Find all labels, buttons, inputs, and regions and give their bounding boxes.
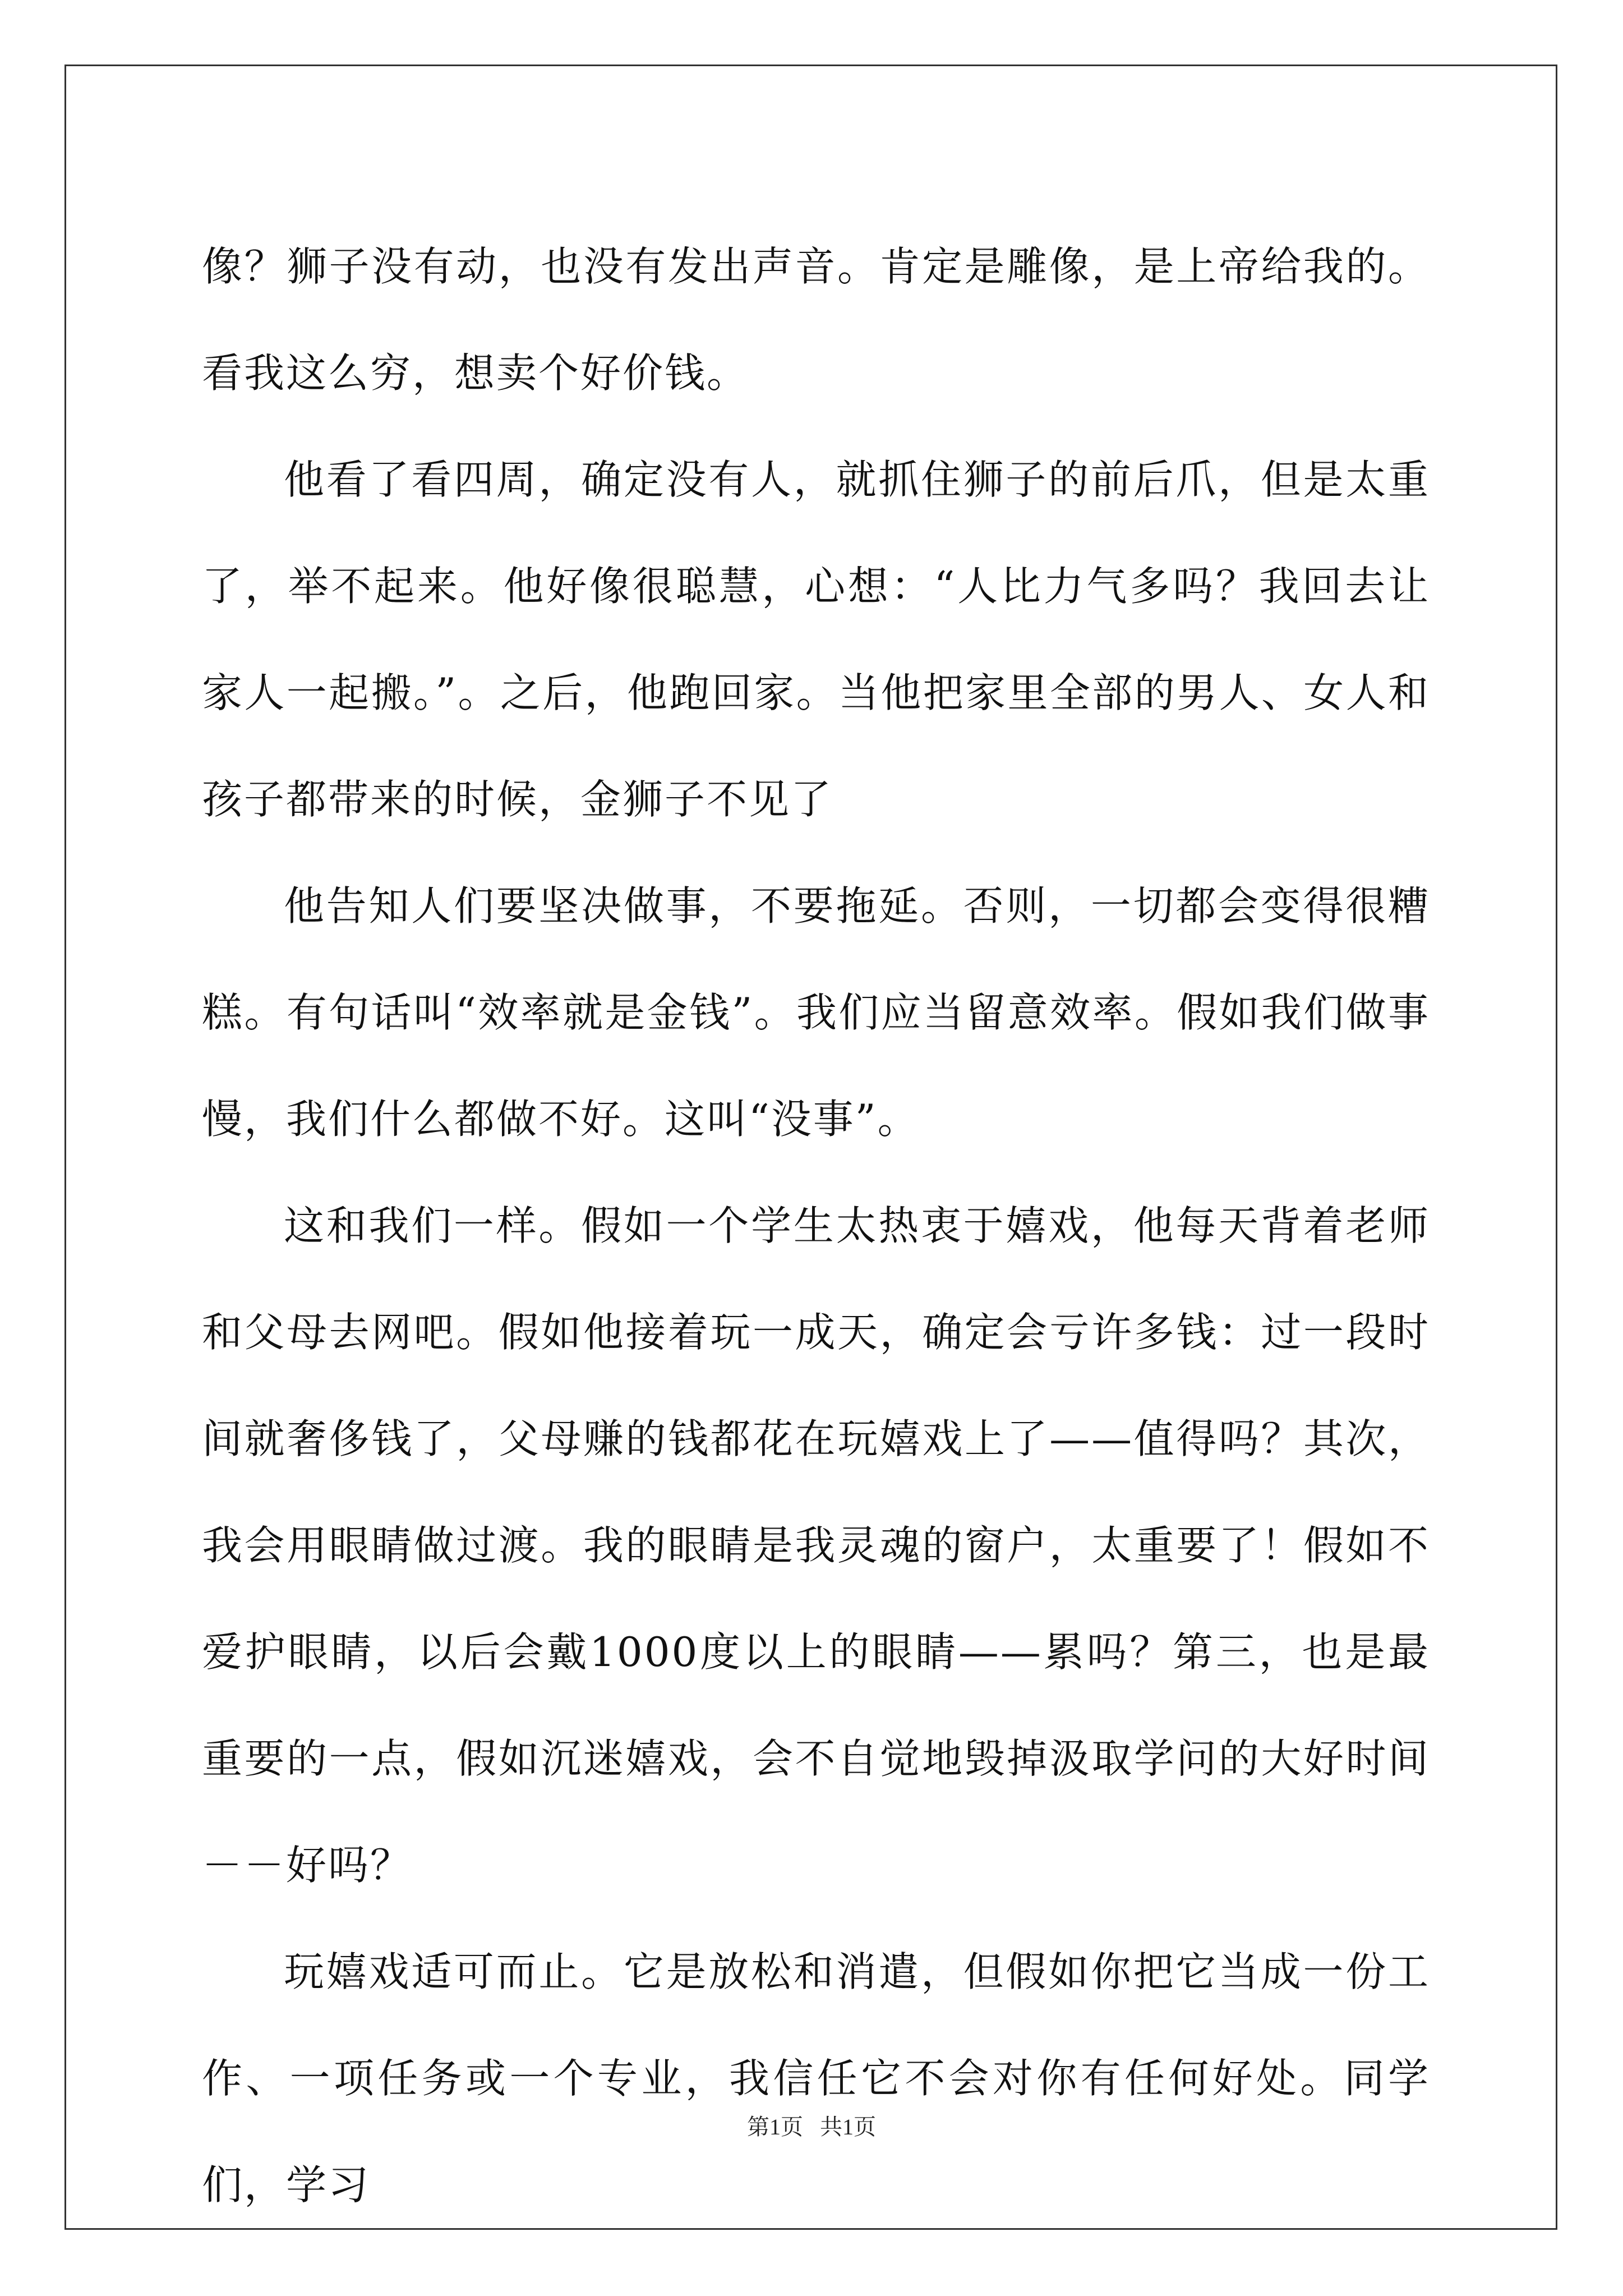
document-body [202, 213, 1430, 2238]
total-pages: 共1页 [820, 2114, 876, 2139]
paragraph: 像？狮子没有动，也没有发出声音。肯定是雕像，是上帝给我的。看我这么穷，想卖个好价钱。 [202, 243, 1430, 397]
paragraph: 他看了看四周，确定没有人，就抓住狮子的前后爪，但是太重了，举不起来。他好像很聪慧，心想：“人比力气多吗？我回去让家人一起搬。”。之后，他跑回家。当他把家里全部的男人、女人和孩子都带来的时候，金狮子不见了 [202, 456, 1430, 823]
footer-gap [803, 2114, 820, 2139]
paragraph: 他告知人们要坚决做事，不要拖延。否则，一切都会变得很糟糕。有句话叫“效率就是金钱”。我们应当留意效率。假如我们做事慢，我们什么都做不好。这叫“没事”。 [202, 882, 1430, 1143]
page-number: 第1页 [747, 2114, 803, 2139]
page-footer [0, 2114, 1623, 2141]
paragraph: 这和我们一样。假如一个学生太热衷于嬉戏，他每天背着老师和父母去网吧。假如他接着玩一成天，确定会亏许多钱：过一段时间就奢侈钱了，父母赚的钱都花在玩嬉戏上了——值得吗？其次，我会用眼睛做过渡。我的眼睛是我灵魂的窗户，太重要了！假如不爱护眼睛，以后会戴1000度以上的眼睛——累吗？第三，也是最重要的一点，假如沉迷嬉戏，会不自觉地毁掉汲取学问的大好时间－－好吗？ [202, 1202, 1430, 1889]
paragraph: 玩嬉戏适可而止。它是放松和消遣，但假如你把它当成一份工作、一项任务或一个专业，我信任它不会对你有任何好处。同学们，学习 [202, 1948, 1430, 2208]
